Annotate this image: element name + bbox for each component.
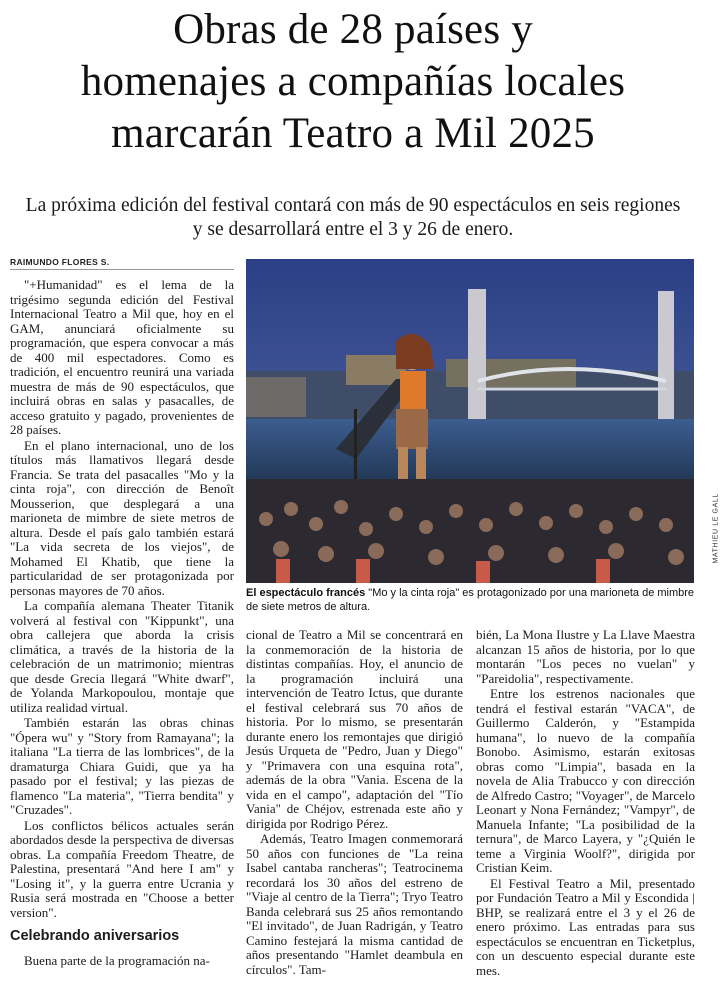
headline-line-2: homenajes a compañías locales	[80, 58, 626, 105]
paragraph: La compañía alemana Theater Titanik volverá al festival con "Kippunkt", una obra callejera que aborda la crisis climática, a través de la historia de la celebración de un matrimonio; mientras que desde Grecia llegará "White dwarf", de Yolanda Markopoulou, montaje que utiliza realidad virtual.	[10, 598, 234, 715]
paragraph: Los conflictos bélicos actuales serán abordados desde la perspectiva de diversas obras. La compañía Freedom Theatre, de Palestina, presentará "And here I am" y "Losing it", y la guerra entre Ucrania y Rusia será mostrada en "Choose a better version".	[10, 817, 234, 920]
article-column-1	[10, 278, 234, 986]
photo-credit-text: MATHIEU LE GALL	[712, 493, 720, 564]
deck-subtitle: La próxima edición del festival contará con más de 90 espectáculos en seis regiones y se desarrollará entre el 3 y 26 de enero.	[25, 195, 681, 240]
caption-text: "Mo y la cinta roja" es protagonizado por una marioneta de mimbre de siete metros de altura.	[246, 587, 695, 613]
paragraph: Además, Teatro Imagen conmemorará 50 años con funciones de "La reina Isabel cantaba rancheras"; Teatrocinema recordará los 30 años del estreno de "Viaje al centro de la Tierra"; Tryo Teatro Banda celebrará sus 25 años remontando "El invitado", de Juan Radrigán, y Teatro Camino festejará la misma cantidad de años presentando "Hamlet deambula en círculos". Tam-	[246, 831, 463, 977]
paragraph: El Festival Teatro a Mil, presentado por Fundación Teatro a Mil y Escondida | BHP, se realizará entre el 3 y el 26 de enero próximo. Las entradas para sus espectáculos se encuentran en Ticketplus, con un descuento especial durante este mes.	[476, 875, 695, 978]
headline-line-1: Obras de 28 países y	[173, 6, 533, 53]
article-column-3	[476, 628, 695, 986]
paragraph: Buena parte de la programación na-	[24, 952, 210, 968]
article-photo	[246, 259, 694, 583]
paragraph: En el plano internacional, uno de los títulos más llamativos llegará desde Francia. Se trata del pasacalles "Mo y la cinta roja", con dirección de Benoît Mousserion, que desplegará a una marioneta de mimbre de siete metros de altura. Desde el país galo también estará "La vida secreta de los viejos", de Mohamed El Khatib, que tiene la particularidad de ser protagonizada por personas mayores de 70 años.	[10, 437, 234, 598]
paragraph: Entre los estrenos nacionales que tendrá el festival estarán "VACA", de Guillermo Calderón, y "Estampida humana", lo nuevo de la compañía Bonobo. Asimismo, estarán exitosas obras como "Limpia", basada en la novela de Alia Trabucco y con dirección de Alfredo Castro; "Voyager", de Marcelo Leonart y Nona Fernández; "Vampyr", de Manuela Infante; "La posibilidad de la ternura", de Marco Layera, y "¿Quién le teme a Virginia Woolf?", dirigida por Cristian Keim.	[476, 686, 695, 875]
byline: RAIMUNDO FLORES S.	[10, 257, 110, 267]
byline-divider	[10, 269, 234, 270]
photo-caption	[246, 586, 706, 614]
caption-lead: El espectáculo francés	[246, 587, 366, 599]
subheading: Celebrando aniversarios	[10, 928, 180, 944]
headline	[0, 4, 706, 160]
paragraph: También estarán las obras chinas "Ópera wu" y "Story from Ramayana"; la italiana "La tierra de las lombrices", de la dramaturga Chiara Guidi, que ya ha pasado por el festival; y las piezas de flamenco "La materia", "Tierra bendita" y "Cruzades".	[10, 715, 234, 817]
photo-credit	[700, 270, 720, 590]
paragraph: cional de Teatro a Mil se concentrará en la conmemoración de la historia de distintas compañías. Hoy, el anuncio de la programación incluirá una intervención de Teatro Ictus, que durante el festival celebrará sus 70 años de historia. Por lo mismo, se presentarán durante enero los remontajes que dirigió Jesús Urqueta de "Pedro, Juan y Diego" y "Primavera con una esquina rota", además de la obra "Vania. Escena de la vida en el campo", adaptación del "Tío Vania" de Chéjov, estrenada este año y dirigida por Rodrigo Pérez.	[246, 627, 463, 831]
paragraph: "+Humanidad" es el lema de la trigésimo segunda edición del Festival Internacional Teatro a Mil que, hoy en el GAM, anunciará oficialmente su programación, que espera convocar a más de 400 mil espectadores. Como es tradición, el encuentro reunirá una variada muestra de más de 90 espectáculos, que incluirá obras en salas y pasacalles, de acceso gratuito y pagado, provenientes de 28 países.	[10, 277, 234, 437]
article-column-2	[246, 628, 463, 986]
paragraph: bién, La Mona Ilustre y La Llave Maestra alcanzan 15 años de historia, por lo que montarán "Los peces no vuelan" y "Pareidolia", respectivamente.	[476, 627, 695, 686]
photo-illustration	[246, 259, 694, 583]
headline-line-3: marcarán Teatro a Mil 2025	[111, 110, 595, 157]
